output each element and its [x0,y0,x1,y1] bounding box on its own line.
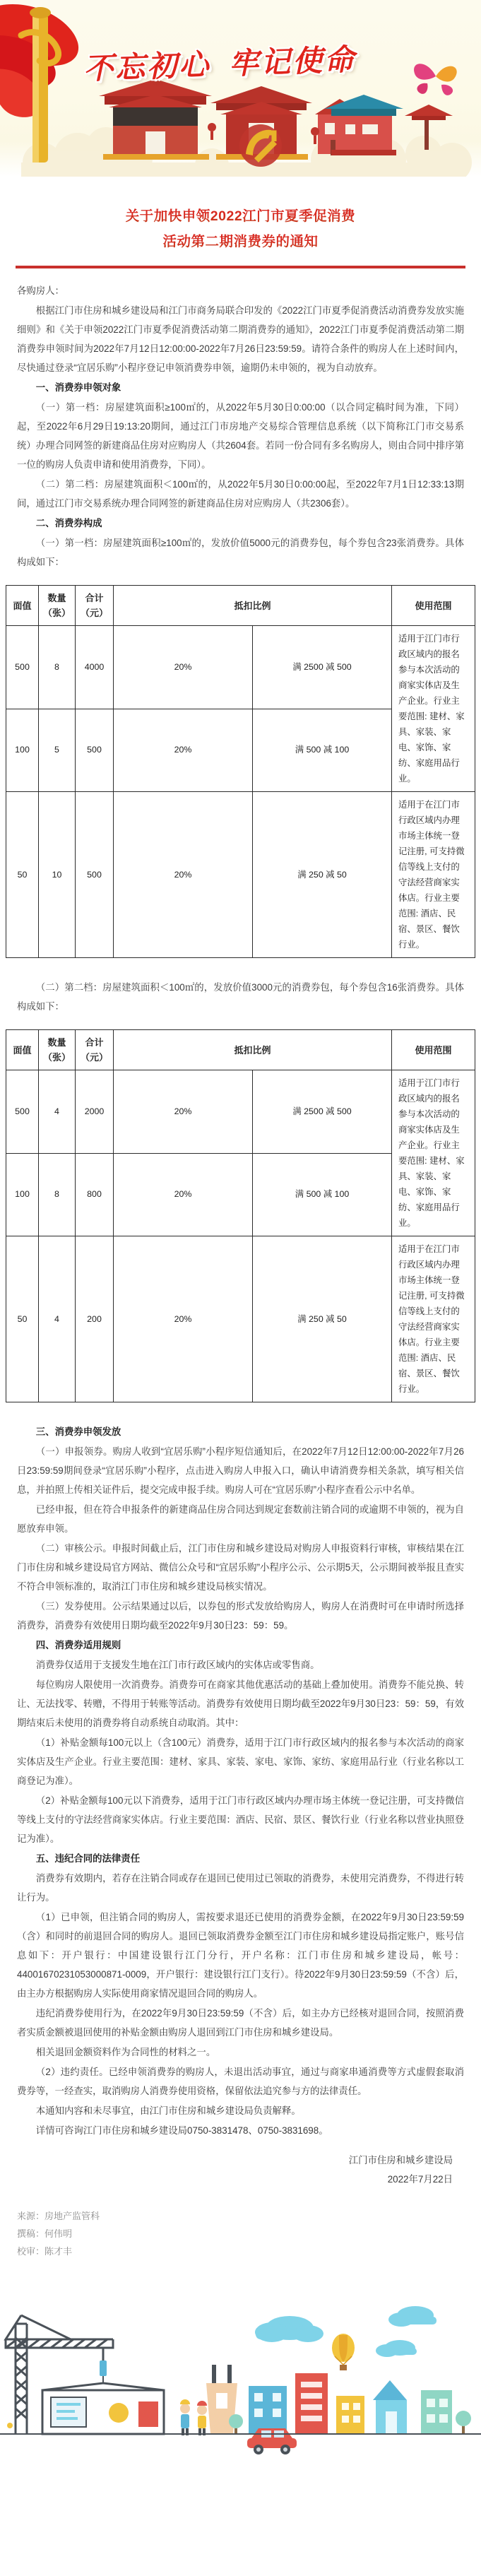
metadata-block [0,2189,481,2260]
section-4-paragraph-3: （1）补贴金额每100元以上（含100元）消费券，适用于江门市行政区域内的报名参与本次活动的商家实体店及生产企业。行业主要范围：建材、家具、家装、家电、家饰、家纺、家庭用品行业（行业名称以工商登记为准）。 [17,1737,464,1786]
document-title [0,177,481,254]
th-sum-l2: （元） [80,608,108,618]
meta-reviewer: 校审：陈才丰 [17,2246,73,2257]
section-5-paragraph-6: 本通知内容和未尽事宜，由江门市住房和城乡建设局负责解释。 [35,2105,301,2116]
table-row [6,626,475,709]
crane-hook-block [100,2361,107,2376]
cell-scope-retail: 适用于江门市行政区域内的报名参与本次活动的商家实体店及生产企业。行业主要范围: 建材、家具、家装、家电、家饰、家纺、家庭用品行业。 [392,1070,475,1236]
cell-scope-online: 适用于在江门市行政区域内办理市场主体统一登记注册, 可支持微信等线上支付的守法经营商家实体店。行业主要范围: 酒店、民宿、景区、餐饮行业。 [392,1236,475,1402]
coupon-table-1-wrapper [0,579,481,965]
section-5-paragraph-5: （2）违约责任。已经申领消费券的购房人，未退出活动事宜，通过与商家串通消费等方式虚假套取消费券等，一经查实，取消购房人消费券使用资格，保留依法追究参与方的法律责任。 [17,2067,464,2096]
cell-threshold: 满 500 减 100 [253,709,392,792]
section-5-paragraph-7: 详情可咨询江门市住房和城乡建设局0750-3831478、0750-3831698。 [35,2125,328,2136]
section-3-paragraph-1: （一）申报领券。购房人收到“宜居乐购”小程序短信通知后，在2022年7月12日12:00:00-2022年7月26日23:59:59期间登录“宜居乐购”小程序，点击进入购房人申报入口，确认申请消费券相关条款，填写相关信息，并拍照上传相关证件后，提交完成申报手续。购房人可在“宜居乐购”小程序查看公示中名单。 [17,1446,464,1495]
salutation: 各购房人： [17,285,64,296]
coupon-table-tier-2 [6,1029,475,1402]
cell-threshold: 满 2500 减 500 [253,626,392,709]
cell-ratio: 20% [114,626,253,709]
section-1-item-1: （一）第一档：房屋建筑面积≥100㎡的，从2022年5月30日0:00:00（以合同定稿时间为准，下同）起，至2022年6月29日19:13:20期间，通过江门市房地产交易综合管理信息系统（以下简称江门市交易系统）办理合同网签的新建商品住房对应购房人（共2604套。若同一份合同有多名购房人，则由合同中排序第一位的购房人负责申请和使用消费券，下同）。 [17,402,464,470]
cell-sum: 2000 [76,1070,114,1154]
butterfly-icon [409,55,463,98]
signature-date: 2022年7月22日 [387,2174,453,2185]
cell-face-value: 50 [6,1236,39,1402]
document-body-3 [0,1410,481,2148]
th-discount-ratio: 抵扣比例 [114,586,392,626]
cell-ratio: 20% [114,1236,253,1402]
th-discount-ratio: 抵扣比例 [114,1030,392,1070]
cell-face-value: 500 [6,1070,39,1154]
section-5-paragraph-2: （1）已申领，但注销合同的购房人，需按要求退还已使用的消费券金额，在2022年9月30日23:59:59（含）和同时的前退回合同的购房人。退回已领取消费券金额至江门市住房和城乡建设局指定账户，账号信息如下：开户银行：中国建设银行江门分行，开户名称：江门市住房和城乡建设局，帐号：44001670231053000871-0009，开户银行：建设银行江门支行）。待2022年9月30日23:59:59（不含）后，由主办方根据购房人实际使用商家情况退回合同的购房人。 [17,1912,464,1999]
section-5-paragraph-4: 相关退回金额资料作为合同性的材料之一。 [35,2047,216,2057]
cell-threshold: 满 500 减 100 [253,1153,392,1236]
section-2-item-2-intro: （二）第二档：房屋建筑面积＜100㎡的，发放价值3000元的消费券包，每个券包含16张消费券。具体构成如下： [17,982,464,1012]
cell-scope-online: 适用于在江门市行政区域内办理市场主体统一登记注册, 可支持微信等线上支付的守法经营商家实体店。行业主要范围: 酒店、民宿、景区、餐饮行业。 [392,792,475,958]
cell-ratio: 20% [114,792,253,958]
cell-sum: 500 [76,792,114,958]
th-sum [76,586,114,626]
signature-organization: 江门市住房和城乡建设局 [348,2155,453,2166]
section-5-paragraph-3: 违纪消费券使用行为，在2022年9月30日23:59:59（不含）后，如主办方已经核对退回合同，按照消费者实质金额被退回使用的补贴金额由购房人退回到江门市住房和城乡建设局。 [17,2008,464,2038]
cell-quantity: 4 [39,1236,76,1402]
construction-scene-illustration [0,2280,481,2464]
cell-quantity: 8 [39,626,76,709]
th-quantity [39,586,76,626]
table-header-row [6,586,475,626]
document-body-2 [0,965,481,1024]
section-3-paragraph-4: （三）发券使用。公示结果通过以后，以券包的形式发放给购房人，购房人在消费时可在申请时所选择消费券，消费券有效使用日期均截至2022年9月30日23：59：59。 [17,1601,464,1631]
cell-threshold: 满 2500 减 500 [253,1070,392,1154]
header-banner [0,0,481,177]
th-usage-scope: 使用范围 [392,586,475,626]
th-face-value: 面值 [6,586,39,626]
cell-threshold: 满 250 减 50 [253,1236,392,1402]
banner-slogan-part1: 不忘初心 [83,47,211,86]
section-2-heading: 二、消费券构成 [35,518,102,528]
table-row [6,1236,475,1402]
banner-slogan-part2: 牢记使命 [228,42,357,81]
section-1-item-2: （二）第二档：房屋建筑面积＜100㎡的，从2022年5月30日0:00:00起，至2022年7月1日12:33:13期间，通过江门市交易系统办理合同网签的新建商品住房对应购房人（共2306套）。 [17,479,464,509]
th-quantity-l2: （张） [42,1052,71,1063]
document-title-line2: 活动第二期消费券的通知 [31,229,450,254]
th-sum-l2: （元） [80,1052,108,1063]
construction-workers-icon [180,2399,207,2435]
cell-face-value: 500 [6,626,39,709]
cell-ratio: 20% [114,709,253,792]
hot-air-balloon-icon [332,2334,355,2370]
th-sum [76,1030,114,1070]
signature-block [0,2148,481,2189]
th-sum-l1: 合计 [85,1037,104,1048]
cell-quantity: 8 [39,1153,76,1236]
th-sum-l1: 合计 [85,593,104,603]
meta-writer: 撰稿：何伟明 [17,2228,73,2239]
intro-paragraph: 根据江门市住房和城乡建设局和江门市商务局联合印发的《2022江门市夏季促消费活动消费券发放实施细则》和《关于申领2022江门市夏季促消费活动第二期消费券的通知》，2022江门市夏季促消费活动第二期消费券申领时间为2022年7月12日12:00:00-2022年7月26日23:59:59。请符合条件的购房人在上述时间内，尽快通过登录“宜居乐购”小程序登记申领消费券申领，逾期仍未申领的，视为自动放弃。 [17,305,464,373]
coupon-table-2-wrapper [0,1024,481,1410]
party-emblem-icon [233,117,288,172]
section-3-heading: 三、消费券申领发放 [35,1426,121,1437]
cell-sum: 500 [76,709,114,792]
section-3-paragraph-3: （二）审核公示。申报时间截止后，江门市住房和城乡建设局对购房人申报资料行审核，审核结果在江门市住房和城乡建设局官方网站、微信公众号和“宜居乐购”小程序公示、公示期5天，公示期间被举报且查实不符合申领标准的，取消江门市住房和城乡建设局核实情况。 [17,1543,464,1592]
document-title-line1: 关于加快申领2022江门市夏季促消费 [31,203,450,229]
cell-face-value: 100 [6,1153,39,1236]
cell-ratio: 20% [114,1153,253,1236]
cell-face-value: 50 [6,792,39,958]
th-quantity-l1: 数量 [47,593,66,603]
cell-quantity: 5 [39,709,76,792]
th-quantity-l1: 数量 [47,1037,66,1048]
section-4-paragraph-4: （2）补贴金额每100元以下消费券，适用于江门市行政区域内办理市场主体统一登记注册，可支持微信等线上支付的守法经营商家实体店。行业主要范围：酒店、民宿、景区、餐饮行业（行业名称以营业执照登记为准）。 [17,1795,464,1844]
coupon-table-tier-1 [6,585,475,958]
table-header-row [6,1030,475,1070]
th-quantity [39,1030,76,1070]
th-usage-scope: 使用范围 [392,1030,475,1070]
th-face-value: 面值 [6,1030,39,1070]
city-buildings-icon [206,2365,452,2434]
section-1-heading: 一、消费券申领对象 [35,382,121,393]
section-2-item-1-intro: （一）第一档：房屋建筑面积≥100㎡的，发放价值5000元的消费券包，每个券包含23张消费券。具体构成如下： [17,538,464,567]
cell-sum: 800 [76,1153,114,1236]
cell-sum: 200 [76,1236,114,1402]
table-row [6,792,475,958]
cell-sum: 4000 [76,626,114,709]
section-5-heading: 五、违纪合同的法律责任 [35,1853,141,1864]
section-4-heading: 四、消费券适用规则 [35,1640,121,1650]
section-4-paragraph-1: 消费券仅适用于支援发生地在江门市行政区域内的实体店或零售商。 [35,1660,320,1670]
document-body [0,268,481,579]
cell-scope-retail: 适用于江门市行政区域内的报名参与本次活动的商家实体店及生产企业。行业主要范围: 建材、家具、家装、家电、家饰、家纺、家庭用品行业。 [392,626,475,792]
table-row [6,1070,475,1154]
footer-illustration [0,2280,481,2464]
section-3-paragraph-2: 已经申报，但在符合申报条件的新建商品住房合同达到规定套数前注销合同的或逾期不申领的，视为自愿放弃申领。 [17,1504,464,1534]
cell-quantity: 10 [39,792,76,958]
cell-face-value: 100 [6,709,39,792]
section-5-paragraph-1: 消费券有效期内，若存在注销合同或存在退回已使用过已领取的消费券，未使用完消费券，不得进行转让行为。 [17,1873,464,1903]
th-quantity-l2: （张） [42,608,71,618]
section-4-paragraph-2: 每位购房人限使用一次消费券。消费券可在商家其他优惠活动的基础上叠加使用。消费券不能兑换、转让、无法找零、转赠，不得用于转账等活动。消费券有效使用日期均截至2022年9月30日23：59：59，有效期结束后未使用的消费券将自动系统自动取消。其中： [17,1679,464,1728]
cell-threshold: 满 250 减 50 [253,792,392,958]
cell-quantity: 4 [39,1070,76,1154]
meta-source: 来源：房地产监管科 [17,2211,100,2221]
load-panel-contents [51,2397,158,2427]
cell-ratio: 20% [114,1070,253,1154]
